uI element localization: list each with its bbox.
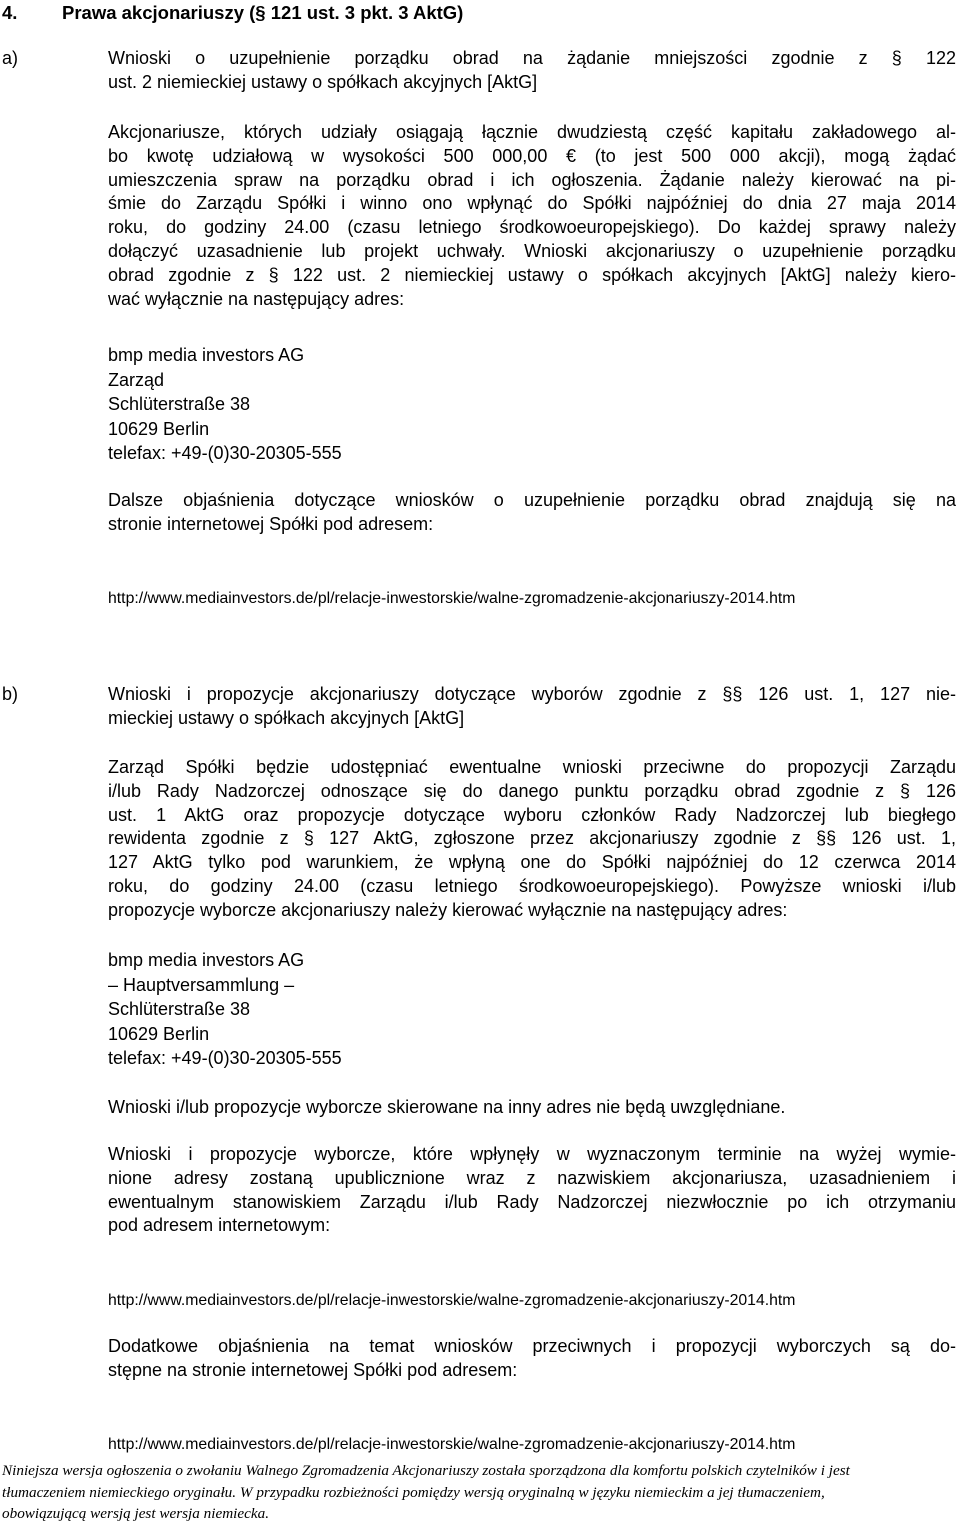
address-block-agm — [108, 948, 956, 1071]
address-line: Zarząd — [108, 369, 165, 390]
text-line: Akcjonariusze, których udziały osiągają łącznie dwudziestą część kapitału zakładowego al- — [108, 122, 956, 142]
text-line: nione adresy zostaną upublicznione wraz z nazwiskiem akcjonariusza, uzasadnieniem i — [108, 1167, 956, 1188]
text-line: ewentualnym stanowiskiem Zarządu i/lub Rady Nadzorczej niezwłocznie po ich otrzymaniu — [108, 1191, 956, 1212]
text-line: Wnioski o uzupełnienie porządku obrad na żądanie mniejszości zgodnie z § 122 — [108, 48, 956, 68]
address-line: – Hauptversammlung – — [108, 974, 295, 995]
footer-line: tłumaczeniem niemieckiego oryginału. W przypadku rozbieżności pomiędzy wersją oryginalną w języku niemieckim a jej tłumaczeniem, — [2, 1483, 825, 1501]
text-line: propozycje wyborcze akcjonariuszy należy kierować wyłącznie na następujący adres: — [108, 899, 788, 920]
text-line: ust. 1 AktG oraz propozycje dotyczące wyboru członków Rady Nadzorczej lub biegłego — [108, 804, 956, 825]
text-line: Dalsze objaśnienia dotyczące wniosków o uzupełnienie porządku obrad znajdują się na — [108, 490, 956, 510]
text-line: bo kwotę udziałową w wysokości 500 000,00 € (to jest 500 000 akcji), mogą żądać — [108, 145, 956, 166]
address-line: Schlüterstraße 38 — [108, 999, 251, 1019]
subsection-b-note — [108, 1096, 956, 1120]
subsection-a-letter: a) — [2, 48, 19, 68]
subsection-b-title — [108, 683, 956, 731]
text-line: rewidenta zgodnie z § 127 AktG, zgłoszone przez akcjonariuszy zgodnie z §§ 126 ust. 1, — [108, 828, 956, 849]
subsection-a-paragraph — [108, 121, 956, 311]
address-line: bmp media investors AG — [108, 345, 305, 365]
website-link[interactable]: http://www.mediainvestors.de/pl/relacje-inwestorskie/walne-zgromadzenie-akcjonariuszy-2014.htm — [108, 590, 796, 607]
subsection-b-paragraph — [108, 756, 956, 923]
text-line: dołączyć uzasadnienie lub projekt uchwały. Wnioski akcjonariuszy o uzupełnienie porządku — [108, 240, 956, 261]
section-title: Prawa akcjonariuszy (§ 121 ust. 3 pkt. 3 AktG) — [62, 2, 464, 23]
address-line: bmp media investors AG — [108, 950, 305, 970]
footer-line: obowiązującą wersją jest wersja niemiecka. — [2, 1505, 270, 1522]
subsection-b-letter: b) — [2, 684, 19, 704]
text-line: Wnioski i propozycje wyborcze, które wpłynęły w wyznaczonym terminie na wyżej wymie- — [108, 1144, 956, 1164]
footer-line: Niniejsza wersja ogłoszenia o zwołaniu Walnego Zgromadzenia Akcjonariuszy została sporządzona dla komfortu polskich czytelników i jest — [2, 1462, 850, 1479]
text-line: i/lub Rady Nadzorczej odnoszące się do danego punktu porządku obrad zgodnie z § 126 — [108, 780, 956, 801]
subsection-a-info-paragraph — [108, 489, 956, 537]
address-line: telefax: +49-(0)30-20305-555 — [108, 443, 342, 463]
subsection-a-title — [108, 47, 956, 95]
text-line: śmie do Zarządu Spółki i winno ono wpłynąć do Spółki najpóźniej do dnia 27 maja 2014 — [108, 193, 956, 214]
address-line: Schlüterstraße 38 — [108, 394, 251, 414]
address-line: telefax: +49-(0)30-20305-555 — [108, 1048, 342, 1068]
text-line: 127 AktG tylko pod warunkiem, że wpłyną one do Spółki najpóźniej do 12 czerwca 2014 — [108, 852, 956, 873]
section-heading — [2, 1, 463, 25]
text-line: pod adresem internetowym: — [108, 1215, 331, 1236]
text-line: stępne na stronie internetowej Spółki pod adresem: — [108, 1359, 518, 1380]
text-line: obrad zgodnie z § 122 ust. 2 niemieckiej ustawy o spółkach akcyjnych [AktG] należy kiero- — [108, 264, 956, 285]
text-line: wać wyłącznie na następujący adres: — [108, 288, 405, 309]
address-line: 10629 Berlin — [108, 1023, 210, 1044]
text-line: roku, do godziny 24.00 (czasu letniego środkowoeuropejskiego). Powyższe wnioski i/lub — [108, 875, 956, 896]
text-line: Dodatkowe objaśnienia na temat wniosków przeciwnych i propozycji wyborczych są do- — [108, 1336, 956, 1356]
text-line: umieszczenia spraw na porządku obrad i ich ogłoszenia. Żądanie należy kierować na pi- — [108, 169, 956, 190]
text-line: roku, do godziny 24.00 (czasu letniego środkowoeuropejskiego). Do każdej sprawy należy — [108, 217, 956, 238]
text-line: stronie internetowej Spółki pod adresem: — [108, 513, 434, 534]
text-line: Zarząd Spółki będzie udostępniać ewentualne wnioski przeciwne do propozycji Zarządu — [108, 757, 956, 777]
text-line: ust. 2 niemieckiej ustawy o spółkach akcyjnych [AktG] — [108, 71, 538, 92]
subsection-b-publication-paragraph — [108, 1143, 956, 1238]
subsection-b-additional-info — [108, 1335, 956, 1383]
translation-disclaimer — [2, 1460, 956, 1525]
text-line: mieckiej ustawy o spółkach akcyjnych [AktG] — [108, 707, 465, 728]
text-line: Wnioski i propozycje akcjonariuszy dotyczące wyborów zgodnie z §§ 126 ust. 1, 127 nie- — [108, 684, 956, 704]
address-block-management — [108, 343, 956, 466]
address-line: 10629 Berlin — [108, 418, 210, 439]
website-link[interactable]: http://www.mediainvestors.de/pl/relacje-inwestorskie/walne-zgromadzenie-akcjonariuszy-2014.htm — [108, 1436, 796, 1453]
website-link[interactable]: http://www.mediainvestors.de/pl/relacje-inwestorskie/walne-zgromadzenie-akcjonariuszy-2014.htm — [108, 1292, 796, 1309]
section-number: 4. — [2, 2, 18, 23]
text-line: Wnioski i/lub propozycje wyborcze skierowane na inny adres nie będą uwzględniane. — [108, 1097, 786, 1117]
